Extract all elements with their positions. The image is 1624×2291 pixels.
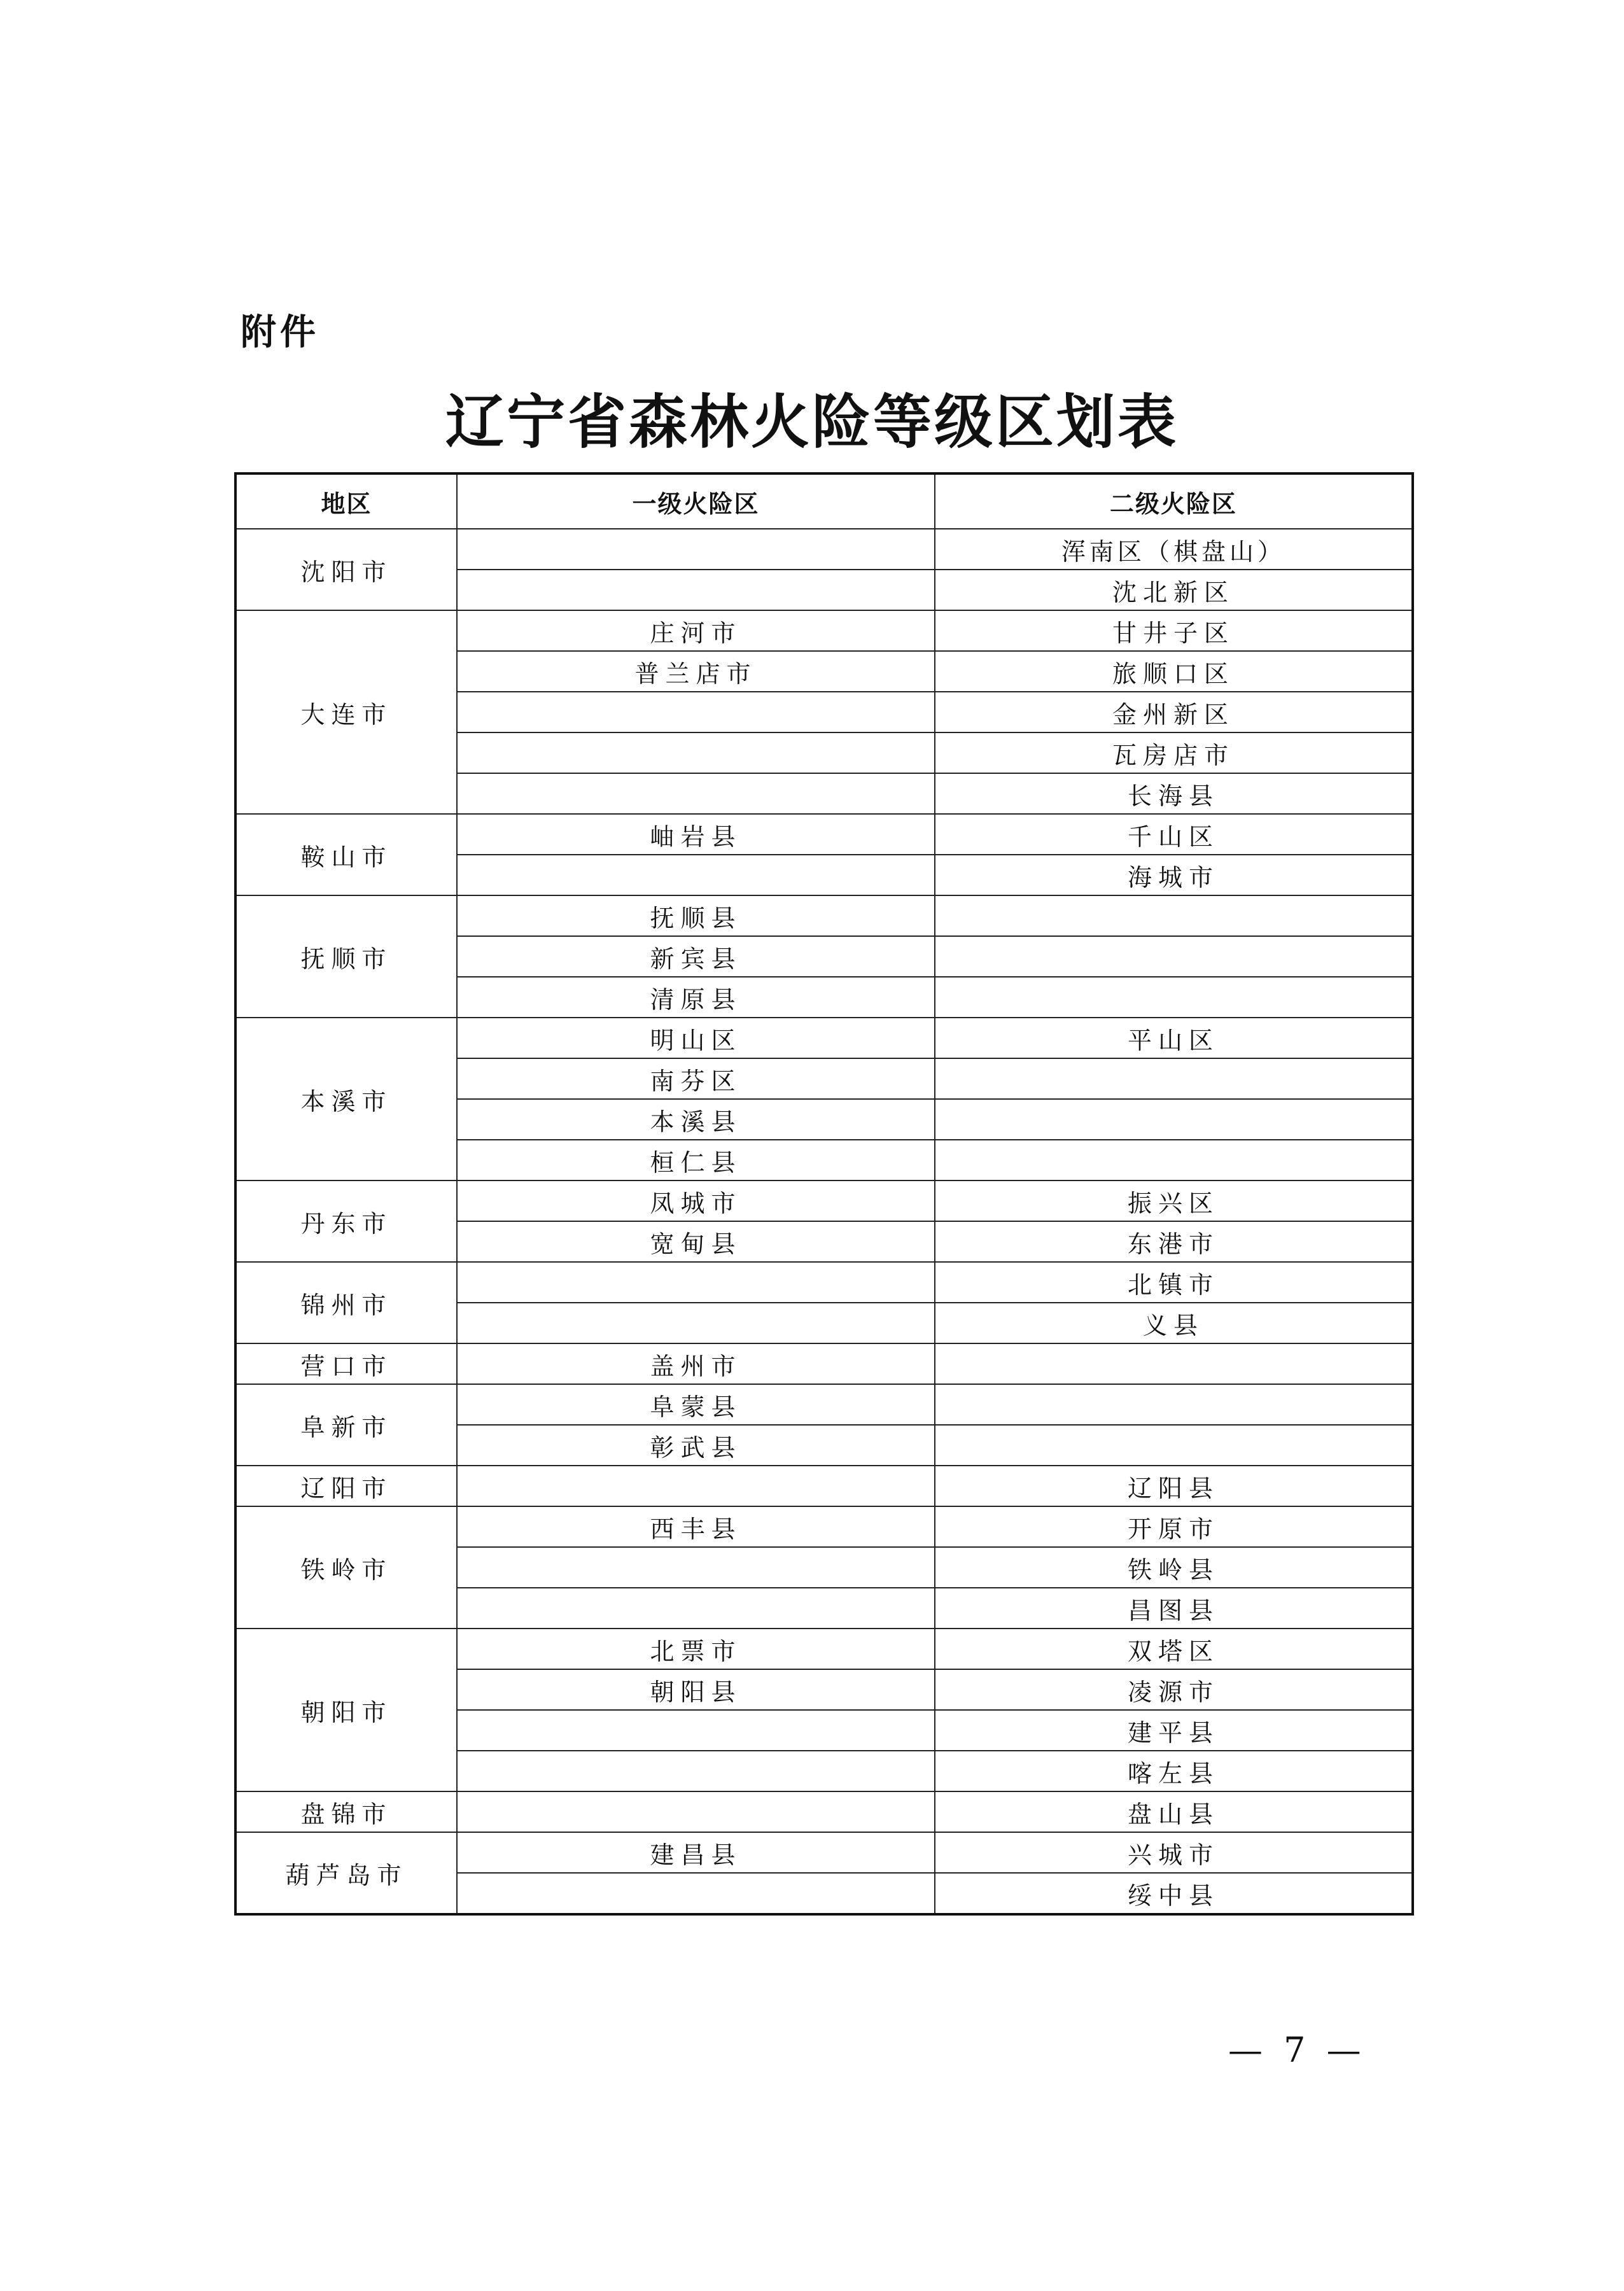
level2-cell xyxy=(935,1099,1413,1140)
level2-cell xyxy=(935,895,1413,936)
header-level1: 一级火险区 xyxy=(457,473,935,529)
region-cell: 朝阳市 xyxy=(235,1629,457,1791)
document-title: 辽宁省森林火险等级区划表 xyxy=(445,388,1179,456)
table-row xyxy=(235,1343,1413,1384)
table-header-row xyxy=(235,473,1413,529)
level2-cell: 建平县 xyxy=(935,1710,1413,1751)
table-row xyxy=(235,1506,1413,1547)
table-row xyxy=(235,1629,1413,1669)
header-level2: 二级火险区 xyxy=(935,473,1413,529)
level1-cell xyxy=(457,1466,935,1506)
level2-cell: 浑南区（棋盘山） xyxy=(935,529,1413,570)
table-row xyxy=(235,1181,1413,1221)
level2-cell xyxy=(935,1058,1413,1099)
level2-cell: 甘井子区 xyxy=(935,610,1413,651)
level2-cell: 绥中县 xyxy=(935,1873,1413,1914)
table-row xyxy=(235,1262,1413,1303)
level1-cell: 建昌县 xyxy=(457,1832,935,1873)
level1-cell: 桓仁县 xyxy=(457,1140,935,1181)
region-cell: 大连市 xyxy=(235,610,457,814)
level2-cell: 盘山县 xyxy=(935,1791,1413,1832)
level2-cell xyxy=(935,1425,1413,1466)
level2-cell: 瓦房店市 xyxy=(935,732,1413,773)
level2-cell: 凌源市 xyxy=(935,1669,1413,1710)
region-cell: 营口市 xyxy=(235,1343,457,1384)
region-cell: 葫芦岛市 xyxy=(235,1832,457,1914)
region-cell: 辽阳市 xyxy=(235,1466,457,1506)
level1-cell: 普兰店市 xyxy=(457,651,935,692)
table-row xyxy=(235,610,1413,651)
level2-cell xyxy=(935,1343,1413,1384)
table-row xyxy=(235,529,1413,570)
region-cell: 盘锦市 xyxy=(235,1791,457,1832)
level1-cell: 新宾县 xyxy=(457,936,935,977)
level1-cell xyxy=(457,570,935,610)
level1-cell xyxy=(457,1262,935,1303)
level1-cell xyxy=(457,1751,935,1791)
level2-cell: 双塔区 xyxy=(935,1629,1413,1669)
table-row xyxy=(235,1466,1413,1506)
level2-cell: 海城市 xyxy=(935,855,1413,895)
table-row xyxy=(235,1018,1413,1058)
level1-cell xyxy=(457,1710,935,1751)
level2-cell: 开原市 xyxy=(935,1506,1413,1547)
level2-cell xyxy=(935,977,1413,1018)
level1-cell: 阜蒙县 xyxy=(457,1384,935,1425)
level1-cell xyxy=(457,1873,935,1914)
level2-cell: 昌图县 xyxy=(935,1588,1413,1629)
level1-cell: 朝阳县 xyxy=(457,1669,935,1710)
level1-cell: 抚顺县 xyxy=(457,895,935,936)
region-cell: 本溪市 xyxy=(235,1018,457,1181)
table-row xyxy=(235,895,1413,936)
level1-cell: 庄河市 xyxy=(457,610,935,651)
level2-cell: 兴城市 xyxy=(935,1832,1413,1873)
fire-risk-table xyxy=(234,472,1414,1916)
level1-cell: 南芬区 xyxy=(457,1058,935,1099)
level1-cell: 西丰县 xyxy=(457,1506,935,1547)
level1-cell: 凤城市 xyxy=(457,1181,935,1221)
level2-cell: 长海县 xyxy=(935,773,1413,814)
table-row xyxy=(235,1384,1413,1425)
level2-cell: 喀左县 xyxy=(935,1751,1413,1791)
region-cell: 抚顺市 xyxy=(235,895,457,1018)
level1-cell: 本溪县 xyxy=(457,1099,935,1140)
table-row xyxy=(235,814,1413,855)
level1-cell xyxy=(457,1547,935,1588)
level2-cell xyxy=(935,936,1413,977)
level1-cell: 北票市 xyxy=(457,1629,935,1669)
level1-cell xyxy=(457,1303,935,1343)
level1-cell: 盖州市 xyxy=(457,1343,935,1384)
level1-cell xyxy=(457,692,935,732)
level2-cell: 辽阳县 xyxy=(935,1466,1413,1506)
page-number: — 7 — xyxy=(1228,2030,1366,2070)
region-cell: 沈阳市 xyxy=(235,529,457,610)
level2-cell: 金州新区 xyxy=(935,692,1413,732)
region-cell: 锦州市 xyxy=(235,1262,457,1343)
level2-cell: 铁岭县 xyxy=(935,1547,1413,1588)
attachment-label: 附件 xyxy=(241,312,319,353)
region-cell: 丹东市 xyxy=(235,1181,457,1262)
level2-cell: 沈北新区 xyxy=(935,570,1413,610)
region-cell: 鞍山市 xyxy=(235,814,457,895)
level2-cell: 义县 xyxy=(935,1303,1413,1343)
level2-cell: 旅顺口区 xyxy=(935,651,1413,692)
level1-cell xyxy=(457,1791,935,1832)
level1-cell: 清原县 xyxy=(457,977,935,1018)
level1-cell xyxy=(457,732,935,773)
table-row xyxy=(235,1791,1413,1832)
level1-cell: 宽甸县 xyxy=(457,1221,935,1262)
level2-cell: 东港市 xyxy=(935,1221,1413,1262)
level2-cell xyxy=(935,1384,1413,1425)
level1-cell xyxy=(457,529,935,570)
level1-cell: 明山区 xyxy=(457,1018,935,1058)
level2-cell xyxy=(935,1140,1413,1181)
level1-cell xyxy=(457,773,935,814)
level2-cell: 千山区 xyxy=(935,814,1413,855)
level2-cell: 北镇市 xyxy=(935,1262,1413,1303)
header-region: 地区 xyxy=(235,473,457,529)
level1-cell xyxy=(457,1588,935,1629)
level1-cell: 岫岩县 xyxy=(457,814,935,855)
level2-cell: 平山区 xyxy=(935,1018,1413,1058)
region-cell: 阜新市 xyxy=(235,1384,457,1466)
level2-cell: 振兴区 xyxy=(935,1181,1413,1221)
level1-cell: 彰武县 xyxy=(457,1425,935,1466)
table-row xyxy=(235,1832,1413,1873)
level1-cell xyxy=(457,855,935,895)
region-cell: 铁岭市 xyxy=(235,1506,457,1629)
